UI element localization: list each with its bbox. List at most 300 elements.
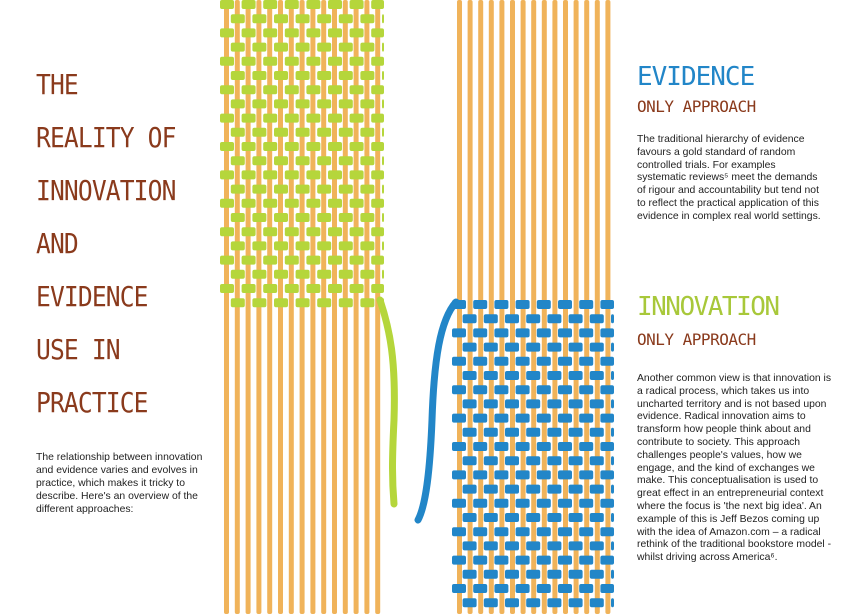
weft-block xyxy=(516,357,530,366)
weft-block xyxy=(452,527,466,536)
weft-block xyxy=(473,385,487,394)
weft-block xyxy=(382,71,384,80)
weft-block xyxy=(505,343,519,352)
weft-block xyxy=(231,270,245,279)
weft-block xyxy=(494,584,508,593)
weft-block xyxy=(382,128,384,137)
weft-block xyxy=(516,470,530,479)
weft-block xyxy=(537,499,551,508)
weft-block xyxy=(526,456,540,465)
weft-block xyxy=(263,227,277,236)
weft-block xyxy=(339,298,353,307)
weft-block xyxy=(537,442,551,451)
weft-block xyxy=(484,371,498,380)
weft-block xyxy=(600,584,614,593)
weft-block xyxy=(285,0,299,9)
weft-block xyxy=(537,300,551,309)
weft-block xyxy=(569,371,583,380)
weft-block xyxy=(600,499,614,508)
weft-block xyxy=(537,385,551,394)
weft-block xyxy=(547,598,561,607)
weft-block xyxy=(231,213,245,222)
weft-block xyxy=(317,298,331,307)
weft-block xyxy=(274,128,288,137)
weft-block xyxy=(339,241,353,250)
weft-block xyxy=(328,0,342,9)
weft-block xyxy=(339,71,353,80)
weft-block xyxy=(263,85,277,94)
weft-block xyxy=(463,371,477,380)
weft-block xyxy=(484,541,498,550)
weft-block xyxy=(600,385,614,394)
weft-block xyxy=(296,185,310,194)
weft-block xyxy=(285,57,299,66)
weft-block xyxy=(590,598,604,607)
weft-block xyxy=(516,556,530,565)
weft-block xyxy=(328,227,342,236)
weft-block xyxy=(231,71,245,80)
weft-block xyxy=(274,14,288,23)
weft-block xyxy=(600,328,614,337)
weft-block xyxy=(317,213,331,222)
weft-block xyxy=(306,284,320,293)
weft-block xyxy=(505,371,519,380)
weft-block xyxy=(231,43,245,52)
weft-block xyxy=(371,256,384,265)
weft-block xyxy=(274,298,288,307)
weft-block xyxy=(263,284,277,293)
weft-block xyxy=(537,328,551,337)
weft-block xyxy=(484,598,498,607)
title-line: THE xyxy=(36,68,78,101)
weft-block xyxy=(382,213,384,222)
weft-block xyxy=(339,213,353,222)
weft-block xyxy=(371,227,384,236)
weft-block xyxy=(505,598,519,607)
weft-block xyxy=(220,142,234,151)
weft-block xyxy=(350,284,364,293)
weft-block xyxy=(317,185,331,194)
weft-block xyxy=(569,541,583,550)
weft-block xyxy=(547,570,561,579)
weft-block xyxy=(473,584,487,593)
weft-block xyxy=(590,314,604,323)
weft-block xyxy=(371,85,384,94)
weft-block xyxy=(263,256,277,265)
weft-block xyxy=(516,414,530,423)
weft-block xyxy=(306,256,320,265)
weft-block xyxy=(611,485,614,494)
weft-block xyxy=(371,0,384,9)
weft-block xyxy=(317,14,331,23)
weft-block xyxy=(285,256,299,265)
weft-block xyxy=(350,199,364,208)
weft-block xyxy=(339,43,353,52)
evidence-heading: EVIDENCE xyxy=(637,62,755,92)
weft-block xyxy=(285,142,299,151)
weft-block xyxy=(371,57,384,66)
weft-block xyxy=(328,256,342,265)
weft-block xyxy=(494,385,508,394)
weft-block xyxy=(350,142,364,151)
weft-block xyxy=(242,28,256,37)
weft-block xyxy=(328,57,342,66)
weft-block xyxy=(590,570,604,579)
weft-block xyxy=(558,470,572,479)
weft-block xyxy=(339,99,353,108)
weft-block xyxy=(328,284,342,293)
weft-block xyxy=(526,598,540,607)
weft-block xyxy=(611,570,614,579)
weft-block xyxy=(600,414,614,423)
weft-block xyxy=(537,556,551,565)
weft-block xyxy=(252,213,266,222)
weft-block xyxy=(231,128,245,137)
weft-block xyxy=(569,598,583,607)
weft-block xyxy=(494,414,508,423)
weft-block xyxy=(569,343,583,352)
weft-block xyxy=(382,43,384,52)
weft-block xyxy=(220,227,234,236)
weft-block xyxy=(252,298,266,307)
weft-block xyxy=(590,513,604,522)
weft-block xyxy=(611,399,614,408)
weft-block xyxy=(274,43,288,52)
weft-block xyxy=(317,43,331,52)
weft-block xyxy=(360,99,374,108)
weft-block xyxy=(382,270,384,279)
weft-block xyxy=(382,185,384,194)
weft-block xyxy=(231,298,245,307)
weft-block xyxy=(473,300,487,309)
weft-block xyxy=(220,0,234,9)
weft-block xyxy=(231,241,245,250)
weft-block xyxy=(382,241,384,250)
weft-block xyxy=(547,456,561,465)
weft-block xyxy=(306,28,320,37)
weft-block xyxy=(360,241,374,250)
weft-block xyxy=(547,485,561,494)
weft-block xyxy=(452,357,466,366)
weft-block xyxy=(526,541,540,550)
weft-block xyxy=(339,185,353,194)
weft-block xyxy=(274,213,288,222)
weft-block xyxy=(463,541,477,550)
weft-block xyxy=(242,142,256,151)
weft-block xyxy=(526,513,540,522)
weft-block xyxy=(494,556,508,565)
weft-block xyxy=(547,343,561,352)
weft-block xyxy=(537,584,551,593)
weft-block xyxy=(505,485,519,494)
weft-block xyxy=(328,170,342,179)
weft-block xyxy=(558,556,572,565)
weft-block xyxy=(317,156,331,165)
weft-block xyxy=(360,185,374,194)
weft-block xyxy=(516,300,530,309)
weft-block xyxy=(382,14,384,23)
weft-block xyxy=(590,399,604,408)
weft-block xyxy=(569,485,583,494)
weft-block xyxy=(306,57,320,66)
weft-block xyxy=(558,527,572,536)
weft-block xyxy=(339,128,353,137)
weft-block xyxy=(263,114,277,123)
weft-block xyxy=(547,314,561,323)
innovation-heading: INNOVATION xyxy=(637,292,779,322)
weft-block xyxy=(350,170,364,179)
weft-block xyxy=(360,213,374,222)
weft-block xyxy=(452,556,466,565)
weft-block xyxy=(611,428,614,437)
weft-block xyxy=(242,284,256,293)
weft-block xyxy=(220,57,234,66)
weft-block xyxy=(579,385,593,394)
intro-text: The relationship between innovation and evidence varies and evolves in practice, which makes it tricky to describe. Here's an overview of the different approaches: xyxy=(36,452,203,515)
weft-block xyxy=(274,270,288,279)
weft-block xyxy=(537,357,551,366)
weft-block xyxy=(590,428,604,437)
weft-block xyxy=(452,328,466,337)
weft-block xyxy=(600,556,614,565)
weft-block xyxy=(350,85,364,94)
weft-block xyxy=(306,199,320,208)
weft-block xyxy=(494,527,508,536)
weft-block xyxy=(579,442,593,451)
weft-block xyxy=(296,128,310,137)
weft-block xyxy=(484,485,498,494)
weft-block xyxy=(473,414,487,423)
weft-block xyxy=(473,499,487,508)
weft-block xyxy=(285,170,299,179)
weft-block xyxy=(285,284,299,293)
weft-block xyxy=(547,428,561,437)
weft-block xyxy=(600,527,614,536)
weft-block xyxy=(516,328,530,337)
weft-block xyxy=(547,513,561,522)
weft-block xyxy=(285,199,299,208)
weft-block xyxy=(569,513,583,522)
weft-block xyxy=(371,114,384,123)
weft-block xyxy=(463,598,477,607)
weft-block xyxy=(382,156,384,165)
weft-block xyxy=(516,385,530,394)
weft-block xyxy=(516,499,530,508)
weft-block xyxy=(463,343,477,352)
weft-block xyxy=(590,485,604,494)
weft-block xyxy=(274,185,288,194)
weft-block xyxy=(231,14,245,23)
weft-block xyxy=(463,485,477,494)
weft-block xyxy=(452,470,466,479)
weft-block xyxy=(285,28,299,37)
weft-block xyxy=(252,43,266,52)
weft-block xyxy=(242,170,256,179)
evidence-subheading: ONLY APPROACH xyxy=(637,97,756,116)
weft-block xyxy=(371,284,384,293)
weft-block xyxy=(371,199,384,208)
weft-block xyxy=(252,241,266,250)
weft-block xyxy=(252,71,266,80)
weft-block xyxy=(473,442,487,451)
weft-block xyxy=(306,0,320,9)
weft-block xyxy=(484,570,498,579)
weft-block xyxy=(296,156,310,165)
weft-block xyxy=(350,57,364,66)
weft-block xyxy=(328,114,342,123)
weft-block xyxy=(328,199,342,208)
weft-block xyxy=(317,241,331,250)
weft-block xyxy=(317,128,331,137)
weft-block xyxy=(590,343,604,352)
title-line: EVIDENCE xyxy=(36,280,148,313)
weft-block xyxy=(611,513,614,522)
weft-block xyxy=(285,85,299,94)
innovation-subheading: ONLY APPROACH xyxy=(637,330,756,349)
weft-block xyxy=(252,270,266,279)
weft-block xyxy=(526,485,540,494)
weft-block xyxy=(296,99,310,108)
weft-block xyxy=(306,85,320,94)
weft-block xyxy=(579,357,593,366)
weft-block xyxy=(263,0,277,9)
weft-block xyxy=(296,14,310,23)
weft-block xyxy=(360,43,374,52)
weft-block xyxy=(558,385,572,394)
weft-block xyxy=(611,541,614,550)
weft-block xyxy=(306,170,320,179)
weft-block xyxy=(252,128,266,137)
weft-block xyxy=(526,343,540,352)
weft-block xyxy=(494,442,508,451)
weft-block xyxy=(537,470,551,479)
innovation-body: Another common view is that innovation is a radical process, which takes us into uncharted territory and is not based upon evidence. Radical innovation aims to transform how people think about and contribute to society. This approach challenges people's values, how we engage, and the kind of exchanges we make. This conceptualisation is used to great effect in an entrepreneurial context where the focus is 'the next big idea'. An example of this is Jeff Bezos coming up with the idea of Amazon.com – a radical rethink of the traditional bookstore model - whilst driving across America⁶. xyxy=(637,373,832,564)
weft-block xyxy=(463,456,477,465)
weft-block xyxy=(516,584,530,593)
weft-block xyxy=(220,85,234,94)
weft-block xyxy=(463,570,477,579)
weft-block xyxy=(360,156,374,165)
weft-block xyxy=(242,114,256,123)
weft-block xyxy=(263,28,277,37)
weft-block xyxy=(220,199,234,208)
weft-block xyxy=(463,399,477,408)
weft-block xyxy=(558,584,572,593)
weft-block xyxy=(505,513,519,522)
weft-block xyxy=(317,99,331,108)
loose-green-thread xyxy=(380,300,394,504)
weft-block xyxy=(242,0,256,9)
weft-block xyxy=(360,71,374,80)
weft-block xyxy=(579,584,593,593)
weft-block xyxy=(569,456,583,465)
weft-block xyxy=(579,470,593,479)
weft-block xyxy=(590,456,604,465)
weft-block xyxy=(484,314,498,323)
weft-block xyxy=(274,99,288,108)
weft-block xyxy=(350,0,364,9)
weft-block xyxy=(263,57,277,66)
weft-block xyxy=(252,185,266,194)
weft-block xyxy=(547,541,561,550)
weft-block xyxy=(526,399,540,408)
weft-block xyxy=(220,28,234,37)
weft-block xyxy=(505,314,519,323)
weft-block xyxy=(252,156,266,165)
weft-block xyxy=(328,85,342,94)
title-line: REALITY OF xyxy=(36,121,176,154)
weft-block xyxy=(350,227,364,236)
weft-block xyxy=(452,499,466,508)
weft-block xyxy=(296,241,310,250)
weft-block xyxy=(484,428,498,437)
weft-block xyxy=(473,556,487,565)
weft-block xyxy=(371,28,384,37)
weft-block xyxy=(263,199,277,208)
weft-block xyxy=(473,527,487,536)
weft-block xyxy=(274,156,288,165)
weft-block xyxy=(231,99,245,108)
weft-block xyxy=(558,414,572,423)
weft-block xyxy=(569,399,583,408)
weft-block xyxy=(274,241,288,250)
weft-block xyxy=(558,499,572,508)
weft-block xyxy=(505,428,519,437)
weft-block xyxy=(611,456,614,465)
weft-block xyxy=(484,456,498,465)
weft-block xyxy=(285,114,299,123)
weft-block xyxy=(452,414,466,423)
weft-block xyxy=(220,284,234,293)
weft-block xyxy=(611,598,614,607)
weft-block xyxy=(463,314,477,323)
weft-block xyxy=(579,499,593,508)
weft-block xyxy=(360,270,374,279)
weft-block xyxy=(296,71,310,80)
weft-block xyxy=(263,142,277,151)
weft-block xyxy=(296,270,310,279)
weft-block xyxy=(600,442,614,451)
weft-block xyxy=(350,114,364,123)
weft-block xyxy=(579,556,593,565)
weft-block xyxy=(350,28,364,37)
weft-block xyxy=(242,85,256,94)
weft-block xyxy=(494,470,508,479)
weft-block xyxy=(569,428,583,437)
weft-block xyxy=(360,298,374,307)
weft-block xyxy=(600,300,614,309)
weft-block xyxy=(296,298,310,307)
weft-block xyxy=(452,584,466,593)
weft-block xyxy=(242,256,256,265)
weft-block xyxy=(242,57,256,66)
weft-block xyxy=(360,128,374,137)
weft-block xyxy=(484,513,498,522)
weft-block xyxy=(231,185,245,194)
weft-block xyxy=(505,570,519,579)
weft-block xyxy=(558,300,572,309)
weft-block xyxy=(579,414,593,423)
weft-block xyxy=(590,371,604,380)
weft-block xyxy=(382,99,384,108)
weft-block xyxy=(306,114,320,123)
weft-block xyxy=(558,328,572,337)
weft-block xyxy=(252,99,266,108)
weft-block xyxy=(526,570,540,579)
weft-block xyxy=(505,456,519,465)
weft-block xyxy=(600,470,614,479)
weft-block xyxy=(484,343,498,352)
